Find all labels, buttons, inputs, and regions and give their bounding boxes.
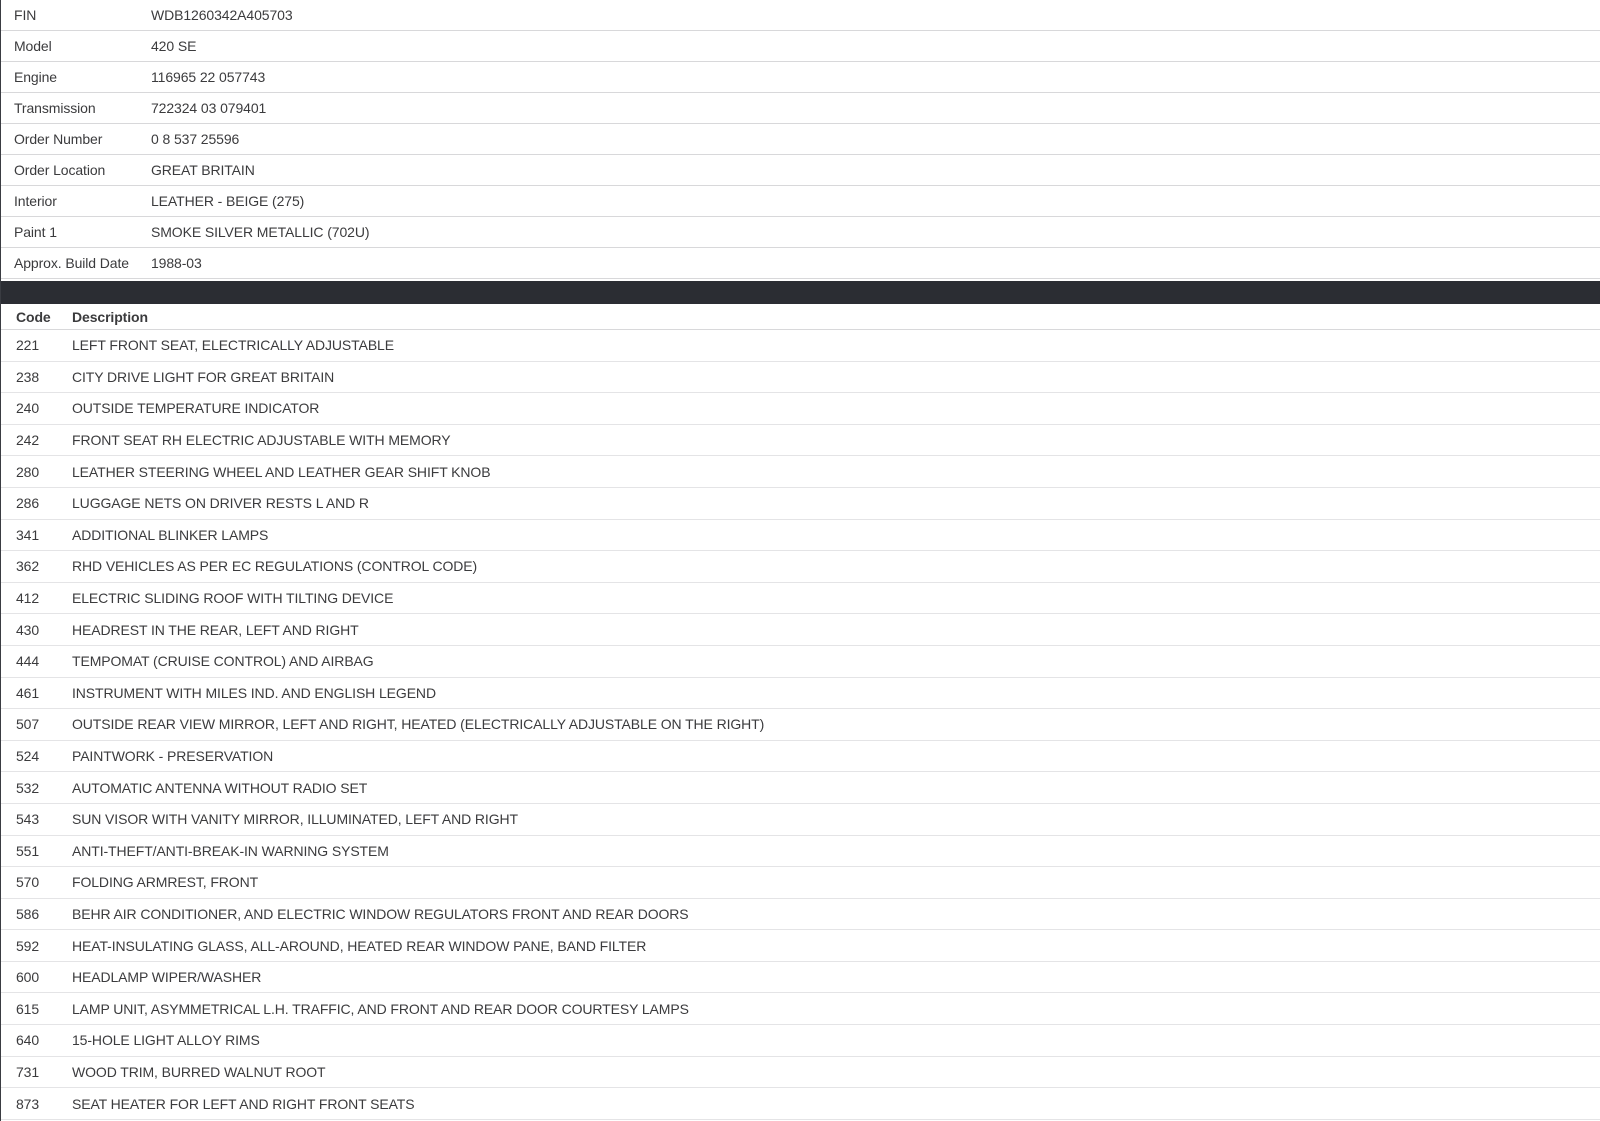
equipment-description: LEATHER STEERING WHEEL AND LEATHER GEAR SHIFT KNOB	[72, 463, 491, 480]
equipment-code: 586	[16, 905, 40, 922]
equipment-description: SUN VISOR WITH VANITY MIRROR, ILLUMINATED, LEFT AND RIGHT	[72, 811, 518, 828]
equipment-code-row	[1, 425, 1600, 457]
vehicle-info-table	[1, 0, 1600, 279]
equipment-code-row	[1, 930, 1600, 962]
vehicle-info-row	[1, 217, 1600, 248]
equipment-description: ELECTRIC SLIDING ROOF WITH TILTING DEVICE	[72, 590, 394, 607]
vehicle-info-label: Order Location	[14, 162, 106, 178]
vehicle-info-value: 116965 22 057743	[151, 69, 266, 85]
equipment-code-row	[1, 646, 1600, 678]
vehicle-info-row	[1, 186, 1600, 217]
equipment-code: 444	[16, 653, 40, 670]
equipment-code: 461	[16, 684, 40, 701]
equipment-description: HEADLAMP WIPER/WASHER	[72, 969, 262, 986]
equipment-description: AUTOMATIC ANTENNA WITHOUT RADIO SET	[72, 779, 368, 796]
vehicle-info-row	[1, 155, 1600, 186]
equipment-code-row	[1, 456, 1600, 488]
vehicle-info-label: Model	[14, 38, 52, 54]
equipment-description: RHD VEHICLES AS PER EC REGULATIONS (CONTROL CODE)	[72, 558, 478, 575]
vehicle-info-row	[1, 93, 1600, 124]
equipment-description: OUTSIDE TEMPERATURE INDICATOR	[72, 400, 320, 417]
equipment-code: 543	[16, 811, 40, 828]
equipment-code: 507	[16, 716, 40, 733]
equipment-code-row	[1, 362, 1600, 394]
equipment-code-row	[1, 962, 1600, 994]
equipment-description: LUGGAGE NETS ON DRIVER RESTS L AND R	[72, 495, 369, 512]
equipment-code: 430	[16, 621, 40, 638]
vehicle-info-label: Transmission	[14, 100, 96, 116]
equipment-description: ANTI-THEFT/ANTI-BREAK-IN WARNING SYSTEM	[72, 842, 389, 859]
equipment-code: 341	[16, 526, 40, 543]
vehicle-info-value: 420 SE	[151, 38, 197, 54]
equipment-code-row	[1, 1088, 1600, 1120]
equipment-code-row	[1, 551, 1600, 583]
equipment-description: LAMP UNIT, ASYMMETRICAL L.H. TRAFFIC, AND FRONT AND REAR DOOR COURTESY LAMPS	[72, 1000, 689, 1017]
vehicle-info-value: WDB1260342A405703	[151, 7, 293, 23]
equipment-code: 592	[16, 937, 40, 954]
equipment-code: 731	[16, 1063, 40, 1080]
equipment-code: 615	[16, 1000, 40, 1017]
equipment-code: 242	[16, 432, 40, 449]
vehicle-info-row	[1, 62, 1600, 93]
equipment-code-row	[1, 772, 1600, 804]
vehicle-info-value: GREAT BRITAIN	[151, 162, 255, 178]
equipment-codes-table	[1, 304, 1600, 1120]
vehicle-info-value: 722324 03 079401	[151, 100, 267, 116]
equipment-code-row	[1, 1025, 1600, 1057]
equipment-code: 640	[16, 1032, 40, 1049]
equipment-description: SEAT HEATER FOR LEFT AND RIGHT FRONT SEATS	[72, 1095, 415, 1112]
equipment-description: 15-HOLE LIGHT ALLOY RIMS	[72, 1032, 260, 1049]
vehicle-info-label: Paint 1	[14, 224, 57, 240]
equipment-description: WOOD TRIM, BURRED WALNUT ROOT	[72, 1063, 326, 1080]
equipment-code: 570	[16, 874, 40, 891]
vehicle-info-row	[1, 31, 1600, 62]
equipment-description: FRONT SEAT RH ELECTRIC ADJUSTABLE WITH MEMORY	[72, 432, 451, 449]
equipment-code: 532	[16, 779, 40, 796]
vehicle-info-value: 1988-03	[151, 255, 202, 271]
equipment-description: TEMPOMAT (CRUISE CONTROL) AND AIRBAG	[72, 653, 374, 670]
equipment-code-row	[1, 804, 1600, 836]
equipment-code: 551	[16, 842, 40, 859]
equipment-description: PAINTWORK - PRESERVATION	[72, 748, 274, 765]
equipment-code: 240	[16, 400, 40, 417]
vehicle-info-value: SMOKE SILVER METALLIC (702U)	[151, 224, 370, 240]
vehicle-info-label: Interior	[14, 193, 57, 209]
equipment-description: INSTRUMENT WITH MILES IND. AND ENGLISH LEGEND	[72, 684, 436, 701]
equipment-code-row	[1, 330, 1600, 362]
equipment-code-row	[1, 614, 1600, 646]
equipment-description: ADDITIONAL BLINKER LAMPS	[72, 526, 269, 543]
equipment-code: 221	[16, 337, 40, 354]
section-divider-bar	[0, 281, 1600, 304]
vehicle-info-row	[1, 0, 1600, 31]
vehicle-info-value: LEATHER - BEIGE (275)	[151, 193, 305, 209]
equipment-code-row	[1, 836, 1600, 868]
codes-header-row	[1, 304, 1600, 330]
equipment-code-row	[1, 993, 1600, 1025]
equipment-code-row	[1, 1057, 1600, 1089]
equipment-code: 238	[16, 368, 40, 385]
equipment-description: BEHR AIR CONDITIONER, AND ELECTRIC WINDOW REGULATORS FRONT AND REAR DOORS	[72, 905, 689, 922]
vehicle-info-value: 0 8 537 25596	[151, 131, 240, 147]
equipment-code-row	[1, 393, 1600, 425]
equipment-description: FOLDING ARMREST, FRONT	[72, 874, 259, 891]
equipment-code: 412	[16, 590, 40, 607]
equipment-description: HEADREST IN THE REAR, LEFT AND RIGHT	[72, 621, 359, 638]
equipment-code: 286	[16, 495, 40, 512]
equipment-code: 280	[16, 463, 40, 480]
equipment-code: 873	[16, 1095, 40, 1112]
equipment-code-row	[1, 583, 1600, 615]
code-column-header: Code	[16, 308, 51, 325]
equipment-description: OUTSIDE REAR VIEW MIRROR, LEFT AND RIGHT, HEATED (ELECTRICALLY ADJUSTABLE ON THE RIGHT)	[72, 716, 765, 733]
codes-row-group	[1, 330, 1600, 1120]
equipment-code: 362	[16, 558, 40, 575]
equipment-description: LEFT FRONT SEAT, ELECTRICALLY ADJUSTABLE	[72, 337, 394, 354]
vehicle-info-row	[1, 248, 1600, 279]
description-column-header: Description	[72, 308, 148, 325]
equipment-code-row	[1, 867, 1600, 899]
vehicle-info-label: Order Number	[14, 131, 103, 147]
equipment-code-row	[1, 741, 1600, 773]
equipment-code: 600	[16, 969, 40, 986]
vehicle-info-label: FIN	[14, 7, 37, 23]
equipment-code-row	[1, 709, 1600, 741]
vehicle-info-label: Approx. Build Date	[14, 255, 129, 271]
equipment-code-row	[1, 899, 1600, 931]
equipment-code: 524	[16, 748, 40, 765]
equipment-description: HEAT-INSULATING GLASS, ALL-AROUND, HEATED REAR WINDOW PANE, BAND FILTER	[72, 937, 647, 954]
equipment-code-row	[1, 488, 1600, 520]
vehicle-info-row	[1, 124, 1600, 155]
equipment-code-row	[1, 678, 1600, 710]
equipment-description: CITY DRIVE LIGHT FOR GREAT BRITAIN	[72, 368, 335, 385]
equipment-code-row	[1, 520, 1600, 552]
vehicle-info-label: Engine	[14, 69, 57, 85]
